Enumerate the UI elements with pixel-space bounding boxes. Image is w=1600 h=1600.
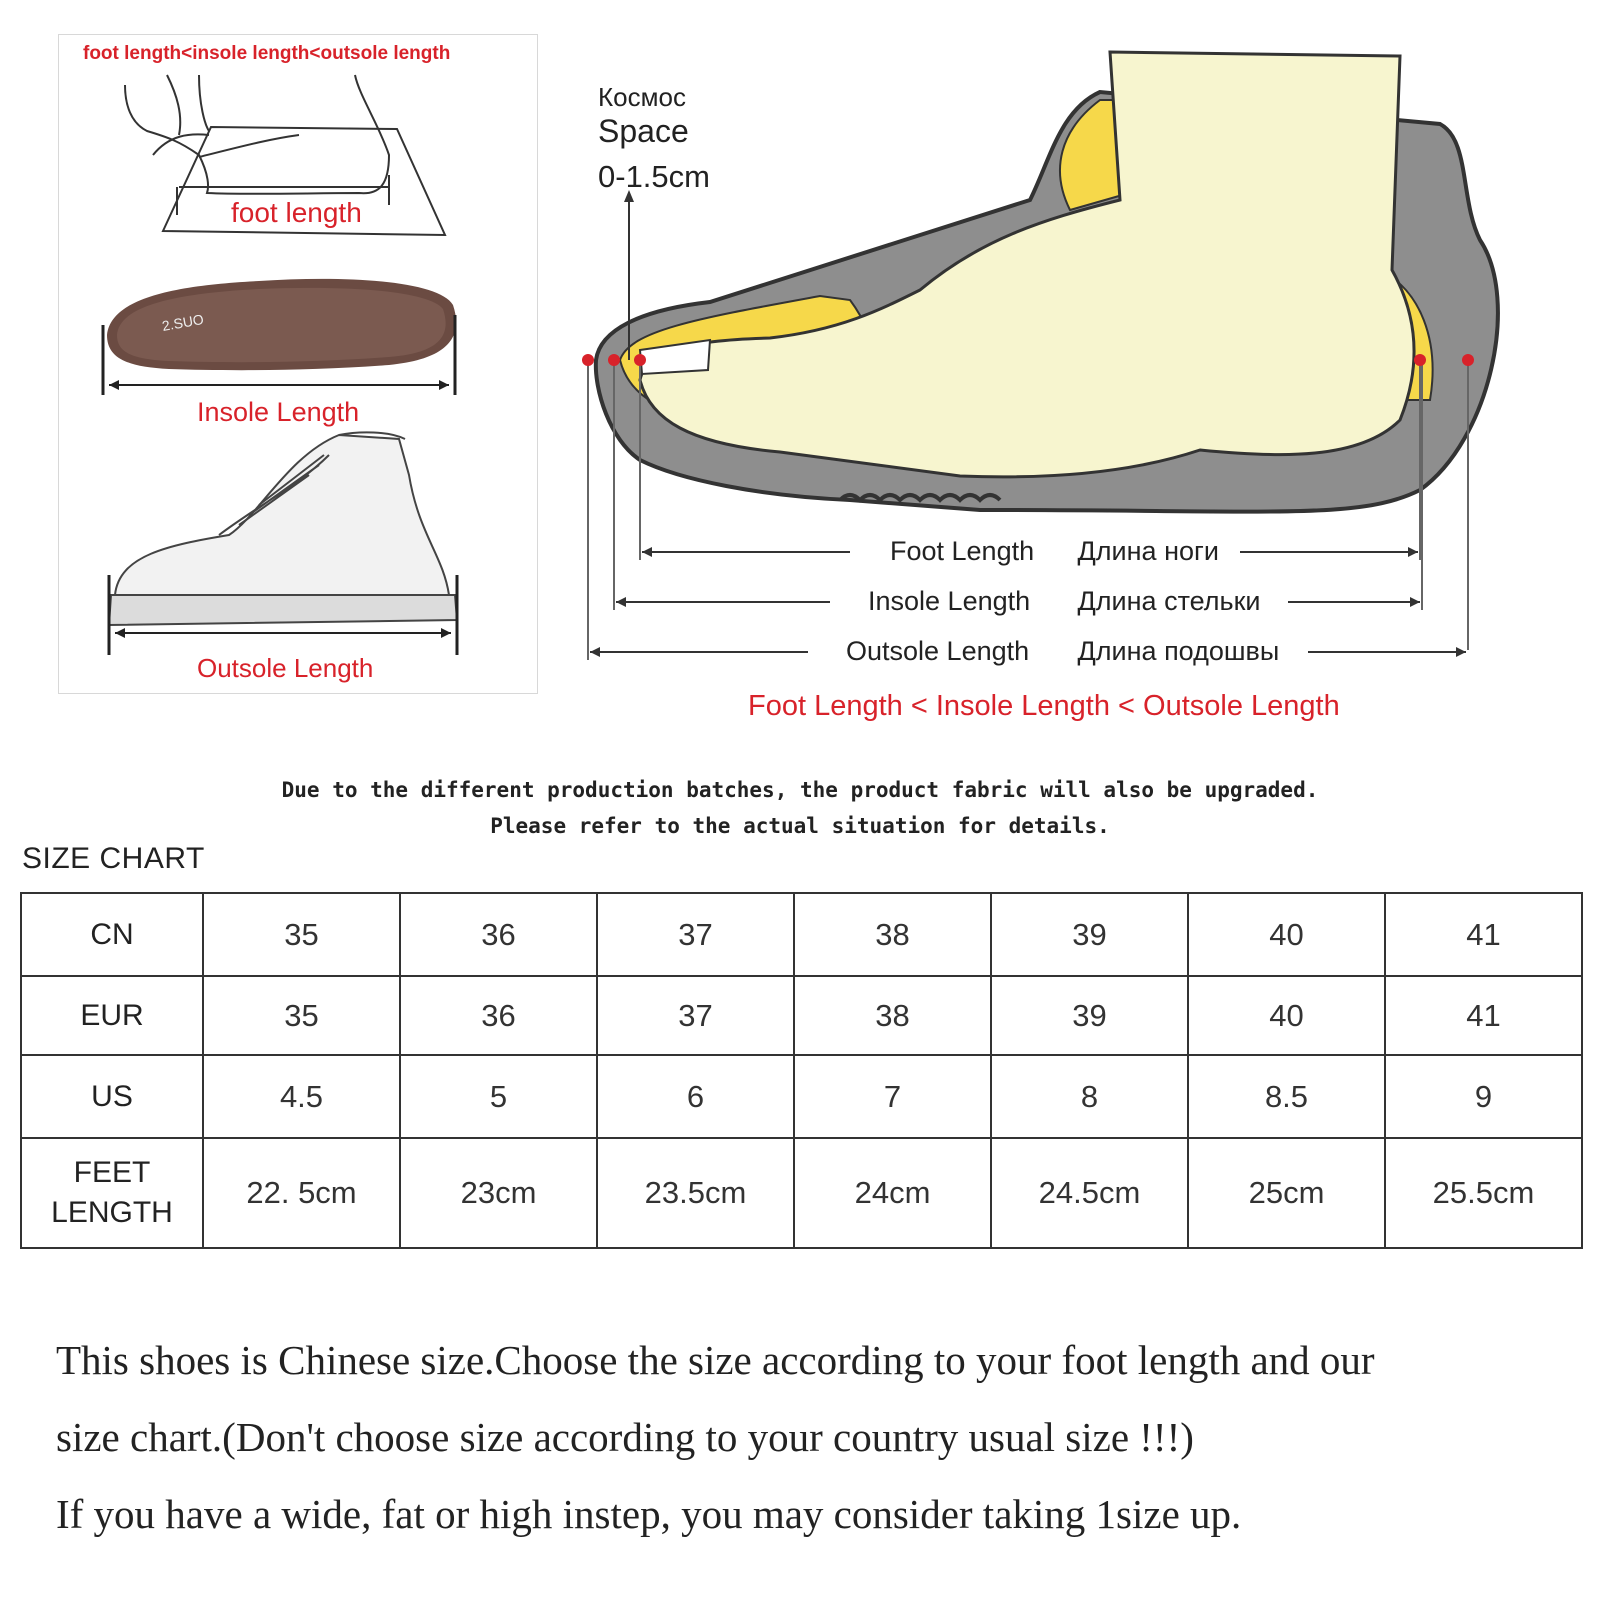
- notice-line-2: Please refer to the actual situation for details.: [490, 814, 1110, 838]
- table-cell: 39: [991, 976, 1188, 1055]
- table-cell: 38: [794, 976, 991, 1055]
- advice-line-1: This shoes is Chinese size.Choose the size according to your foot length and our: [56, 1337, 1375, 1383]
- advice-line-2: size chart.(Don't choose size according to your country usual size !!!): [56, 1414, 1194, 1460]
- space-label-en: Space: [598, 113, 689, 149]
- foot-length-en: Foot Length: [890, 536, 1035, 566]
- insole-brand: 2.SUO: [160, 310, 205, 334]
- table-cell: 39: [991, 893, 1188, 976]
- row-label-eur: EUR: [21, 976, 203, 1055]
- foot-in-shoe-diagram: [580, 40, 1580, 730]
- row-label-cn: CN: [21, 893, 203, 976]
- size-chart-table: [20, 892, 1583, 1249]
- outsole-length-ru: Длина подошвы: [1077, 636, 1280, 666]
- foot-length-ru: Длина ноги: [1077, 536, 1219, 566]
- table-cell: 23.5cm: [597, 1138, 794, 1248]
- space-label: [598, 80, 710, 194]
- table-cell: 25cm: [1188, 1138, 1385, 1248]
- table-cell: 24.5cm: [991, 1138, 1188, 1248]
- table-cell: 40: [1188, 893, 1385, 976]
- table-cell: 41: [1385, 976, 1582, 1055]
- table-row-eur: [21, 976, 1582, 1055]
- table-cell: 7: [794, 1055, 991, 1138]
- size-advice-text: [56, 1322, 1375, 1553]
- outsole-length-row: [846, 636, 1279, 667]
- outsole-length-label: Outsole Length: [197, 653, 374, 683]
- table-cell: 22. 5cm: [203, 1138, 400, 1248]
- row-label-length: LENGTH: [51, 1196, 173, 1229]
- table-cell: 38: [794, 893, 991, 976]
- outsole-length-en: Outsole Length: [846, 636, 1030, 666]
- table-cell: 8: [991, 1055, 1188, 1138]
- table-cell: 6: [597, 1055, 794, 1138]
- table-cell: 41: [1385, 893, 1582, 976]
- measurement-illustrations: [59, 35, 537, 693]
- measurement-reference-panel: [58, 34, 538, 694]
- table-cell: 35: [203, 976, 400, 1055]
- insole-length-row: [868, 586, 1260, 617]
- table-row-feet-length: [21, 1138, 1582, 1248]
- length-relation-title: foot length<insole length<outsole length: [83, 43, 451, 64]
- advice-line-3: If you have a wide, fat or high instep, you may consider taking 1size up.: [56, 1491, 1242, 1537]
- space-label-ru: Космос: [598, 82, 686, 112]
- length-relation-text: Foot Length < Insole Length < Outsole Length: [748, 690, 1340, 722]
- size-chart-title: SIZE CHART: [22, 842, 205, 875]
- insole-length-en: Insole Length: [868, 586, 1031, 616]
- table-cell: 24cm: [794, 1138, 991, 1248]
- table-cell: 37: [597, 976, 794, 1055]
- table-cell: 8.5: [1188, 1055, 1385, 1138]
- table-cell: 36: [400, 976, 597, 1055]
- table-cell: 4.5: [203, 1055, 400, 1138]
- table-cell: 5: [400, 1055, 597, 1138]
- foot-length-row: [890, 536, 1219, 567]
- table-cell: 35: [203, 893, 400, 976]
- foot-shape: [640, 52, 1414, 477]
- table-row-us: [21, 1055, 1582, 1138]
- table-cell: 25.5cm: [1385, 1138, 1582, 1248]
- foot-length-label: foot length: [231, 197, 362, 228]
- table-row-cn: [21, 893, 1582, 976]
- row-label-us: US: [21, 1055, 203, 1138]
- table-cell: 37: [597, 893, 794, 976]
- insole-illustration: [103, 279, 456, 395]
- production-notice: [0, 772, 1600, 844]
- insole-length-ru: Длина стельки: [1077, 586, 1261, 616]
- row-label-feet: FEET: [73, 1156, 151, 1189]
- row-label-feet-length: [21, 1138, 203, 1248]
- table-cell: 36: [400, 893, 597, 976]
- table-cell: 40: [1188, 976, 1385, 1055]
- space-value: 0-1.5cm: [598, 159, 710, 194]
- insole-length-label: Insole Length: [197, 397, 360, 427]
- table-cell: 9: [1385, 1055, 1582, 1138]
- notice-line-1: Due to the different production batches, the product fabric will also be upgraded.: [281, 778, 1319, 802]
- boot-illustration: [109, 432, 457, 655]
- table-cell: 23cm: [400, 1138, 597, 1248]
